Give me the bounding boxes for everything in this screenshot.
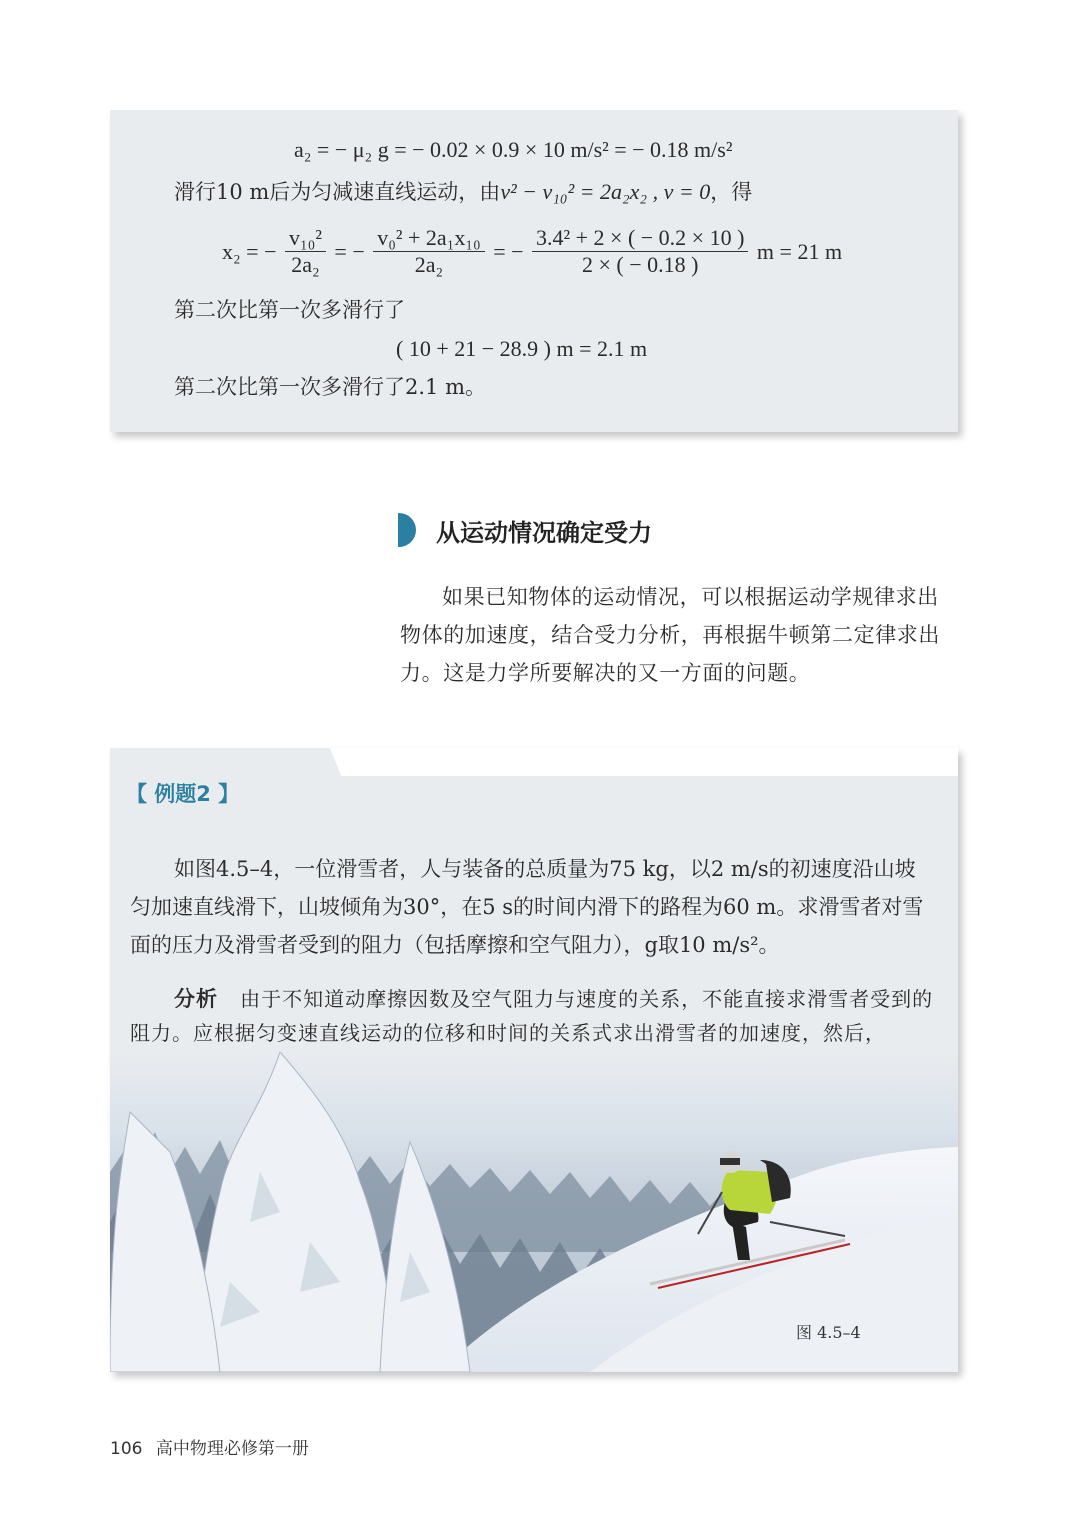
section-paragraph: 如果已知物体的运动情况，可以根据运动学规律求出物体的加速度，结合受力分析，再根据牛顿第二定律求出力。这是力学所要解决的又一方面的问题。 <box>400 585 940 685</box>
fraction-1 <box>285 225 326 278</box>
page-footer <box>110 1434 309 1459</box>
section-heading <box>398 510 652 550</box>
example-problem: 如图4.5–4，一位滑雪者，人与装备的总质量为75 kg，以2 m/s的初速度沿山坡匀加速直线滑下，山坡倾角为30°，在5 s的时间内滑下的路程为60 m。求滑雪者对雪面的压力及滑雪者受到的阻力（包括摩擦和空气阻力），g取10 m/s²。 <box>130 857 924 957</box>
equals-minus-2: = − <box>493 238 524 264</box>
page-number: 106 <box>110 1439 143 1459</box>
figure-caption: 图 4.5–4 <box>796 1323 861 1342</box>
tab-slope <box>318 748 342 778</box>
fraction-1-den: 2a₂ <box>291 252 320 278</box>
book-title: 高中物理必修第一册 <box>155 1439 309 1459</box>
fraction-3 <box>532 225 748 278</box>
example-box-notch <box>330 748 958 776</box>
solution-text-1a: 滑行10 m后为匀减速直线运动，由 <box>174 180 501 204</box>
fraction-3-den: 2 × ( − 0.18 ) <box>581 252 699 278</box>
solution-text-1 <box>174 178 752 206</box>
heading-marker-icon <box>398 513 416 547</box>
fraction-2-den: 2a₂ <box>414 252 444 278</box>
solution-text-2: 第二次比第一次多滑行了 <box>174 298 405 322</box>
analysis-text: 由于不知道动摩擦因数及空气阻力与速度的关系，不能直接求滑雪者受到的阻力。应根据匀变速直线运动的位移和时间的关系式求出滑雪者的加速度，然后， <box>130 987 934 1045</box>
equation-difference: ( 10 + 21 − 28.9 ) m = 2.1 m <box>396 336 648 361</box>
solution-text-1b: ，得 <box>710 180 753 204</box>
fraction-3-num: 3.4² + 2 × ( − 0.2 × 10 ) <box>532 225 748 252</box>
x2-lhs: x₂ = − <box>222 238 277 264</box>
equation-x2 <box>222 222 842 280</box>
equals-minus-1: = − <box>334 238 365 264</box>
x2-rhs: m = 21 m <box>756 238 843 264</box>
solution-text-3: 第二次比第一次多滑行了2.1 m。 <box>174 375 486 399</box>
equation-a2: a₂ = − μ₂ g = − 0.02 × 0.9 × 10 m/s² = − 0.18 m/s² <box>294 137 733 162</box>
example-analysis <box>130 982 940 1050</box>
section-title: 从运动情况确定受力 <box>436 518 652 547</box>
solution-text-1-eq: v² − v₁₀² = 2a₂x₂ , v = 0 <box>500 179 711 204</box>
example-label: 【 例题2 】 <box>126 782 240 806</box>
fraction-2-num: v₀² + 2a₁x₁₀ <box>373 225 484 252</box>
analysis-label: 分析 <box>174 987 218 1011</box>
fraction-2 <box>373 225 484 278</box>
fraction-1-num: v₁₀² <box>285 225 326 252</box>
